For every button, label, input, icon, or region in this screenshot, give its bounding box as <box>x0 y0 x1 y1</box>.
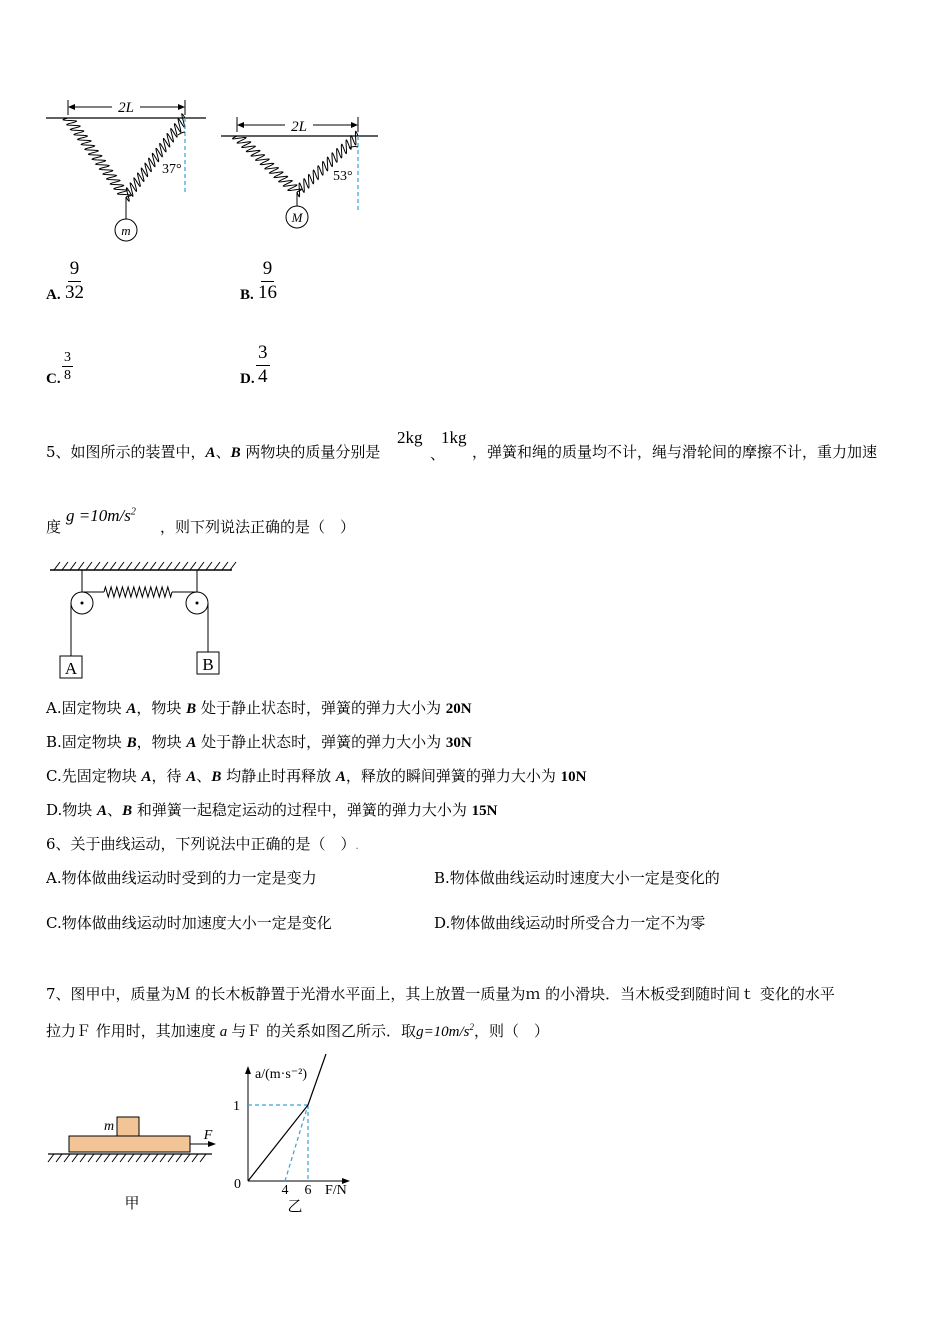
hatch-mark <box>126 562 132 570</box>
q6-option-c: C.物体做曲线运动时加速度大小一定是变化 <box>46 914 332 932</box>
opt-var: B <box>211 769 222 785</box>
opt-var: B <box>122 803 133 819</box>
q5-option-a <box>46 697 472 718</box>
figure-caption-yi: 乙 <box>287 1199 303 1215</box>
q5-comma: 、 <box>430 445 446 463</box>
opt-var: A <box>141 769 152 785</box>
numerator: 9 <box>261 259 275 282</box>
pulley-figure <box>44 558 239 683</box>
x-axis-label: F/N <box>325 1183 347 1198</box>
q5-option-b <box>46 731 472 752</box>
hatch-mark <box>120 1154 126 1162</box>
opt-text: 、 <box>107 801 123 819</box>
q5-text: 5、如图所示的装置中， <box>46 443 206 461</box>
denominator: 16 <box>258 281 277 303</box>
q6-stem-text: 6、关于曲线运动，下列说法中正确的是（ ） <box>46 835 356 853</box>
block-b-label: B <box>202 655 214 674</box>
opt-text: ，释放的瞬间弹簧的弹力大小为 <box>345 767 561 785</box>
q5-mass-a: 2kg <box>397 428 423 447</box>
q5-stem-line1 <box>46 441 380 462</box>
q7-stem-line2 <box>46 1020 549 1041</box>
opt-value: 15N <box>471 803 498 819</box>
hatch-mark <box>214 562 220 570</box>
q5-stem-line2-post: ，则下列说法正确的是（ ） <box>160 518 356 536</box>
mass-label: M <box>291 210 303 225</box>
option-b-fraction <box>256 259 279 304</box>
opt-var: A <box>186 769 197 785</box>
numerator: 3 <box>256 343 270 366</box>
spring-figure-53 <box>215 110 385 235</box>
q5-block-b: B <box>230 445 241 461</box>
q5-stem-line2-pre: 度 <box>46 518 62 536</box>
option-a-letter: A. <box>46 287 61 303</box>
opt-text: 处于静止状态时，弹簧的弹力大小为 <box>196 699 446 717</box>
hatch-mark <box>78 562 84 570</box>
hatch-mark <box>190 562 196 570</box>
opt-var: A <box>186 735 197 751</box>
x-tick-label: 6 <box>304 1183 312 1198</box>
hatch-mark <box>174 562 180 570</box>
hatch-mark <box>176 1154 182 1162</box>
numerator: 9 <box>68 259 82 282</box>
option-c-fraction <box>62 350 73 384</box>
x-tick-label: 4 <box>281 1183 289 1198</box>
q6-option-a: A.物体做曲线运动时受到的力一定是变力 <box>46 869 317 887</box>
option-d-letter: D. <box>240 371 255 387</box>
gravity-sup: 2 <box>469 1022 475 1032</box>
hatch-mark <box>102 562 108 570</box>
option-a-fraction <box>63 259 86 304</box>
opt-value: 30N <box>445 735 472 751</box>
y-axis-label: a/(m·s⁻²) <box>255 1067 308 1082</box>
hatch-mark <box>160 1154 166 1162</box>
span-label: 2L <box>291 119 307 135</box>
angle-label: 53° <box>333 169 353 184</box>
hatch-mark <box>166 562 172 570</box>
opt-var: B <box>126 735 137 751</box>
option-b-letter: B. <box>240 287 254 303</box>
q6-stem <box>46 833 359 854</box>
hatch-mark <box>198 562 204 570</box>
hatch-mark <box>72 1154 78 1162</box>
hatch-mark <box>222 562 228 570</box>
hatch-mark <box>88 1154 94 1162</box>
opt-text: ，物块 <box>136 733 187 751</box>
opt-text: 处于静止状态时，弹簧的弹力大小为 <box>196 733 446 751</box>
hatch-mark <box>142 562 148 570</box>
q5-gravity <box>66 506 136 526</box>
hatch-mark <box>206 562 212 570</box>
hatch-mark <box>150 562 156 570</box>
angle-label: 37° <box>162 162 182 177</box>
q5-mass-b: 1kg <box>441 428 467 447</box>
opt-text: ，待 <box>151 767 187 785</box>
option-c-letter: C. <box>46 371 61 387</box>
denominator: 32 <box>65 281 84 303</box>
hatch-mark <box>48 1154 54 1162</box>
hatch-mark <box>118 562 124 570</box>
hatch-mark <box>192 1154 198 1162</box>
q6-option-b: B.物体做曲线运动时速度大小一定是变化的 <box>434 869 720 887</box>
opt-text: ，物块 <box>136 699 187 717</box>
hatch-mark <box>152 1154 158 1162</box>
opt-var: A <box>97 803 108 819</box>
origin-label: 0 <box>234 1177 241 1192</box>
gravity-expr: g=10m/s <box>416 1024 470 1040</box>
hatch-mark <box>158 562 164 570</box>
opt-value: 10N <box>560 769 587 785</box>
denominator: 8 <box>64 368 71 384</box>
numerator: 3 <box>62 350 73 367</box>
hatch-mark <box>168 1154 174 1162</box>
hatch-mark <box>56 1154 62 1162</box>
q7-a-symbol: a <box>219 1024 228 1040</box>
span-label: 2L <box>118 100 134 116</box>
q5-option-d <box>46 799 497 820</box>
opt-text: 、 <box>196 767 212 785</box>
hatch-mark <box>200 1154 206 1162</box>
q5-block-a: A <box>205 445 216 461</box>
hatch-mark <box>134 562 140 570</box>
q7-text: ，则（ ） <box>474 1022 550 1040</box>
hatch-mark <box>184 1154 190 1162</box>
hatch-mark <box>62 562 68 570</box>
block-m-label: m <box>103 1119 115 1134</box>
hatch-mark <box>94 562 100 570</box>
denominator: 4 <box>258 365 268 387</box>
q7-text: 拉力Ｆ 作用时，其加速度 <box>46 1022 216 1040</box>
q5-stem-line1-end: ，弹簧和绳的质量均不计，绳与滑轮间的摩擦不计，重力加速 <box>472 443 878 461</box>
q7-stem-line1: 7、图甲中，质量为Ｍ 的长木板静置于光滑水平面上，其上放置一质量为ｍ 的小滑块．当木板受到随时间ｔ 变化的水平 <box>46 985 835 1003</box>
hatch-mark <box>70 562 76 570</box>
hatch-mark <box>182 562 188 570</box>
q5-option-c <box>46 765 587 786</box>
opt-var: B <box>186 701 197 717</box>
hatch-mark <box>144 1154 150 1162</box>
gravity-expr: g =10m/s <box>66 506 131 525</box>
q6-option-d: D.物体做曲线运动时所受合力一定不为零 <box>434 914 706 932</box>
option-d-fraction <box>256 343 270 388</box>
hatch-mark <box>110 562 116 570</box>
opt-text: A.固定物块 <box>46 699 127 717</box>
opt-text: 均静止时再释放 <box>221 767 336 785</box>
block-a-label: A <box>64 659 78 678</box>
mass-label: m <box>121 223 131 238</box>
hatch-mark <box>104 1154 110 1162</box>
figure-caption-jia: 甲 <box>124 1196 140 1212</box>
q5-sep: 、 <box>215 443 231 461</box>
opt-var: A <box>126 701 137 717</box>
board-figure <box>44 1110 224 1220</box>
opt-var: A <box>335 769 346 785</box>
q7-gravity <box>416 1024 474 1040</box>
hatch-mark <box>80 1154 86 1162</box>
spring-figure-37 <box>40 95 215 250</box>
force-label: F <box>203 1128 213 1143</box>
hatch-mark <box>64 1154 70 1162</box>
opt-text: B.固定物块 <box>46 733 127 751</box>
q7-text: 与Ｆ 的关系如图乙所示．取 <box>231 1022 417 1040</box>
opt-text: D.物块 <box>46 801 98 819</box>
q5-text: 两物块的质量分别是 <box>240 443 381 461</box>
hatch-mark <box>54 562 60 570</box>
hatch-mark <box>230 562 236 570</box>
q6-dot: . <box>355 841 359 852</box>
opt-value: 20N <box>445 701 472 717</box>
hatch-mark <box>128 1154 134 1162</box>
opt-text: C.先固定物块 <box>46 767 142 785</box>
hatch-mark <box>136 1154 142 1162</box>
gravity-sup: 2 <box>130 506 136 518</box>
hatch-mark <box>86 562 92 570</box>
hatch-mark <box>112 1154 118 1162</box>
hatch-mark <box>96 1154 102 1162</box>
acceleration-force-graph <box>228 1050 363 1220</box>
y-tick-label: 1 <box>233 1099 240 1114</box>
opt-text: 和弹簧一起稳定运动的过程中，弹簧的弹力大小为 <box>132 801 472 819</box>
